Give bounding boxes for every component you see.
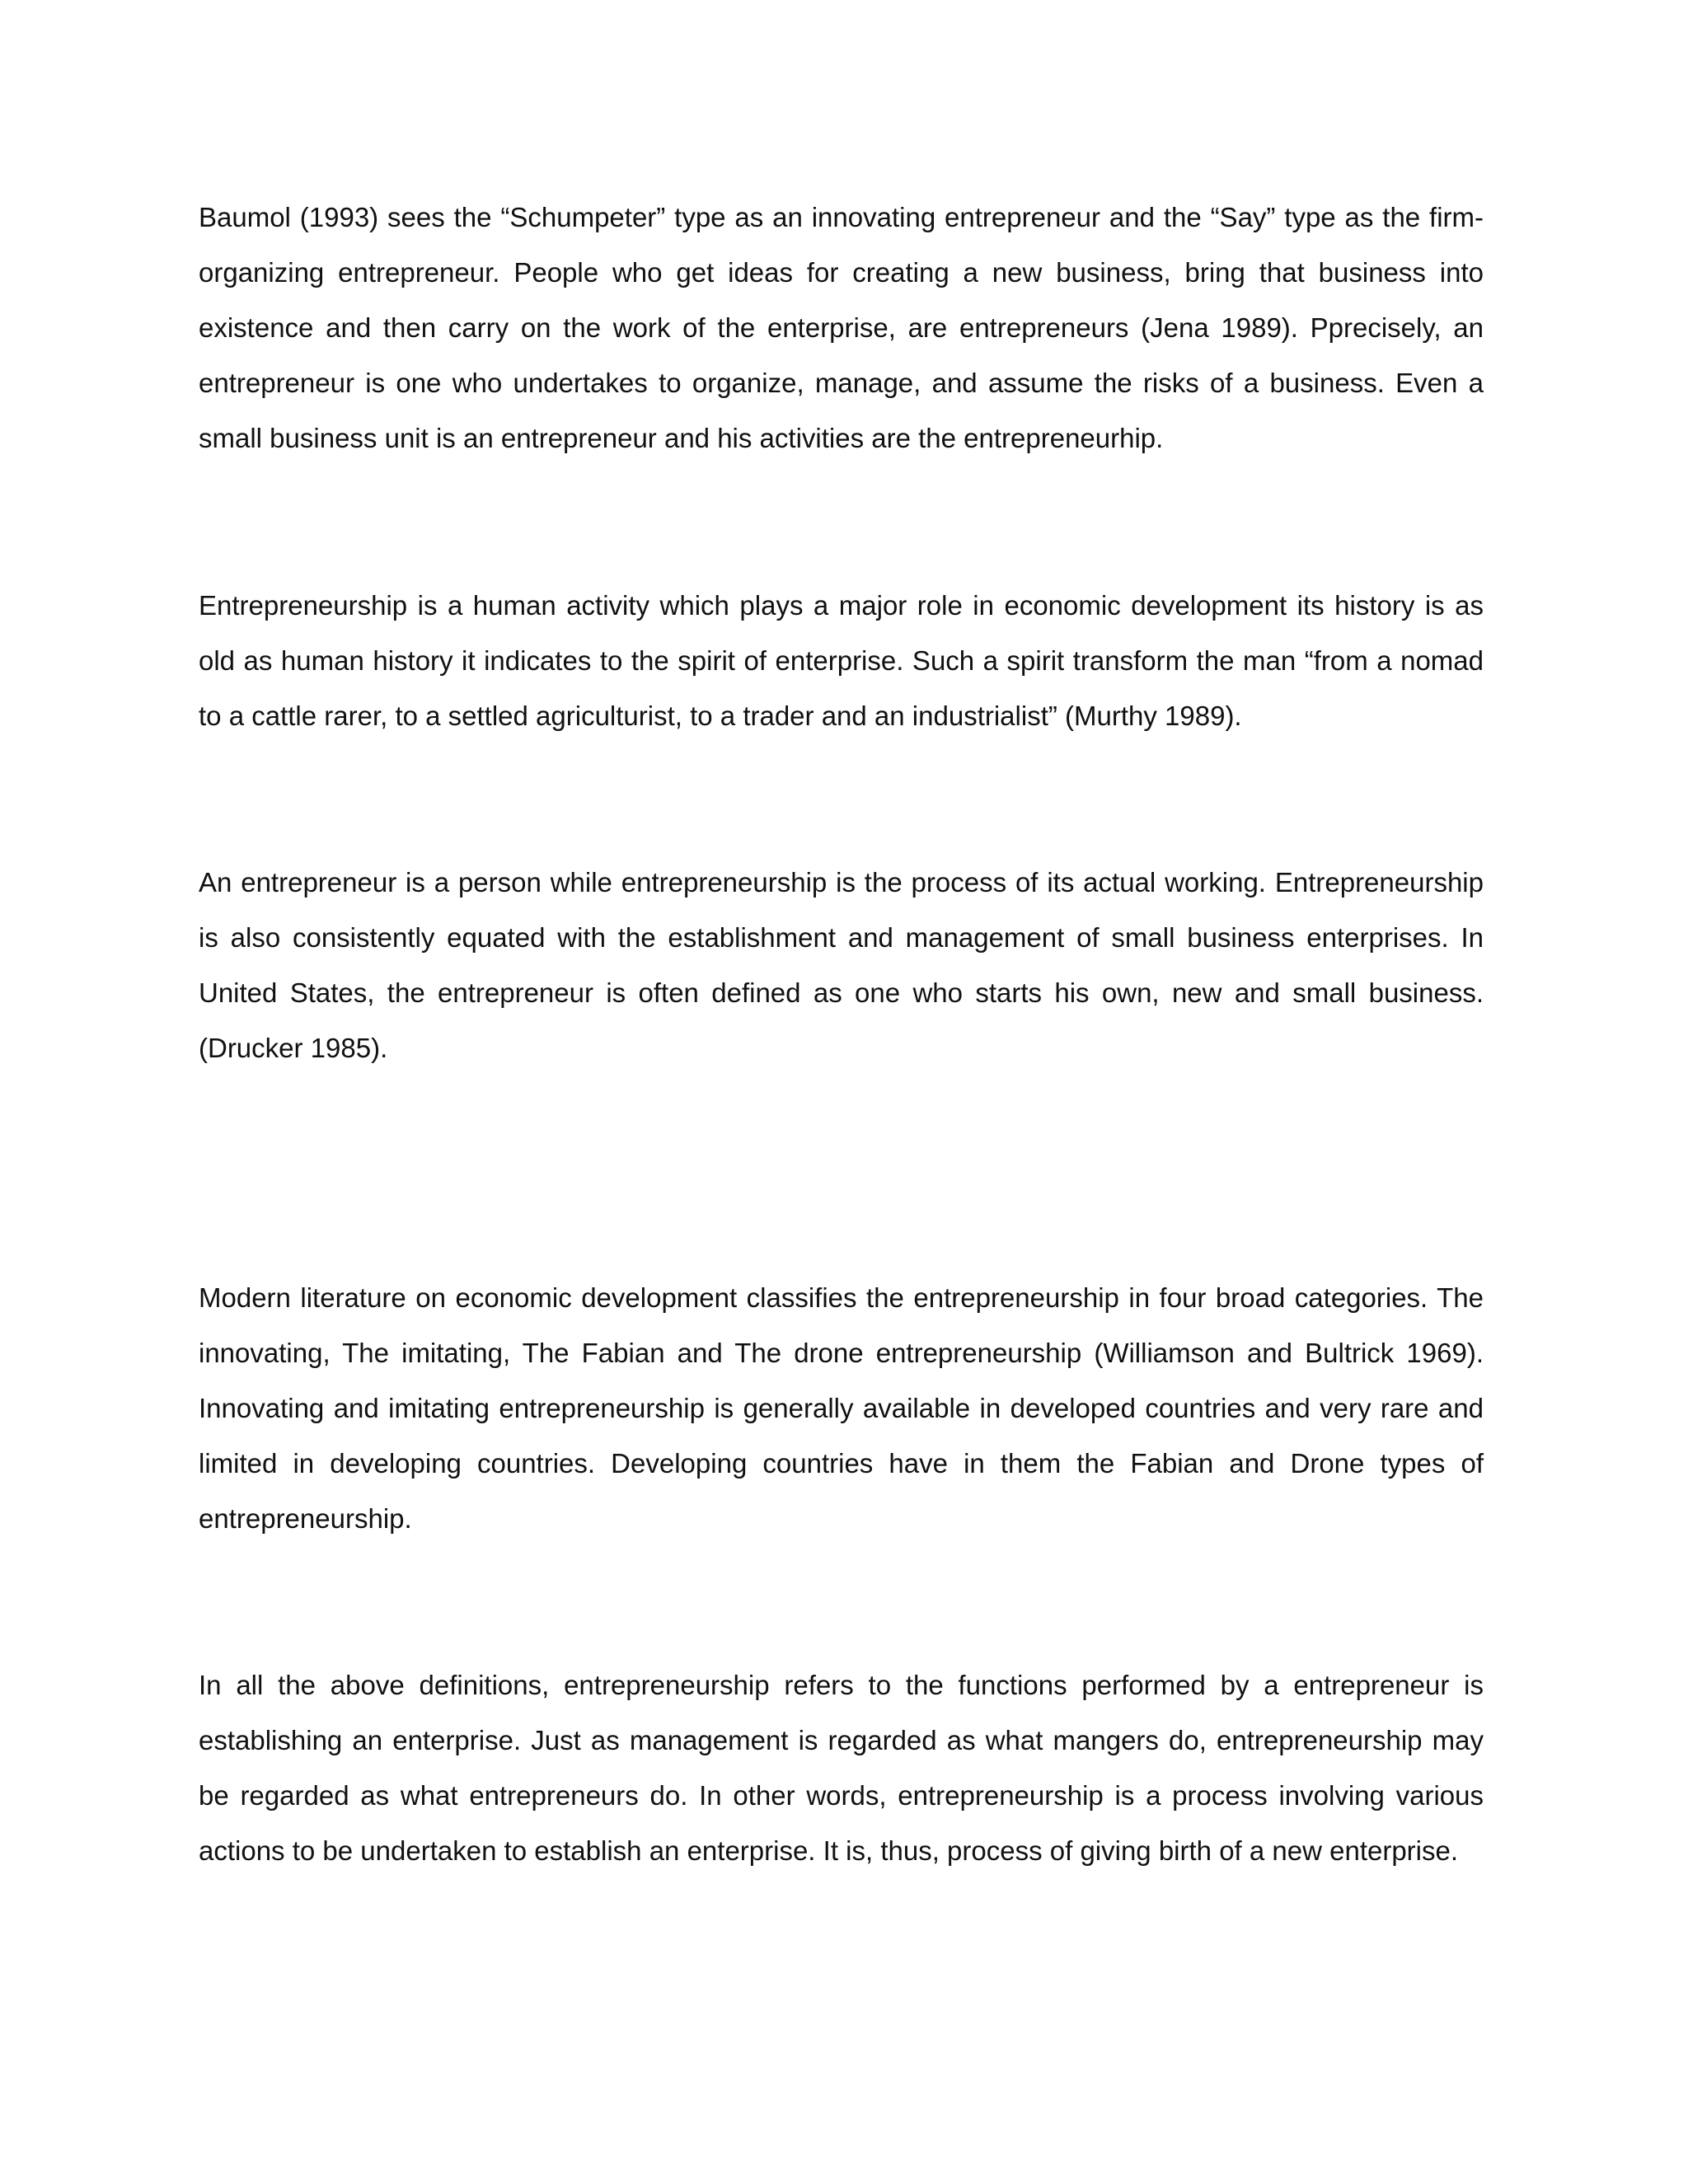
paragraph-entrepreneur-vs-entrepreneurship: An entrepreneur is a person while entrepreneurship is the process of its actual working. Entrepreneurship is also consistently equated with the establishment and management of small business enterprises. In United States, the entrepreneur is often defined as one who starts his own, new and small business. (Drucker 1985).: [199, 867, 1484, 1063]
paragraph-human-activity: Entrepreneurship is a human activity which plays a major role in economic development its history is as old as human history it indicates to the spirit of enterprise. Such a spirit transform the man “from a nomad to a cattle rarer, to a settled agriculturist, to a trader and an industrialist” (Murthy 1989).: [199, 590, 1484, 731]
paragraph-baumol-definition: Baumol (1993) sees the “Schumpeter” type as an innovating entrepreneur and the “Say” type as the firm-organizing entrepreneur. People who get ideas for creating a new business, bring that business into existence and then carry on the work of the enterprise, are entrepreneurs (Jena 1989). Pprecisely, an entrepreneur is one who undertakes to organize, manage, and assume the risks of a business. Even a small business unit is an entrepreneur and his activities are the entrepreneurhip.: [199, 202, 1484, 453]
paragraph-summary-definitions: In all the above definitions, entrepreneurship refers to the functions performed by a entrepreneur is establishing an enterprise. Just as management is regarded as what mangers do, entrepreneurship may be regarded as what entrepreneurs do. In other words, entrepreneurship is a process involving various actions to be undertaken to establish an enterprise. It is, thus, process of giving birth of a new enterprise.: [199, 1670, 1484, 1866]
paragraph-four-categories: Modern literature on economic development classifies the entrepreneurship in four broad categories. The innovating, The imitating, The Fabian and The drone entrepreneurship (Williamson and Bultrick 1969). Innovating and imitating entrepreneurship is generally available in developed countries and very rare and limited in developing countries. Developing countries have in them the Fabian and Drone types of entrepreneurship.: [199, 1282, 1484, 1534]
